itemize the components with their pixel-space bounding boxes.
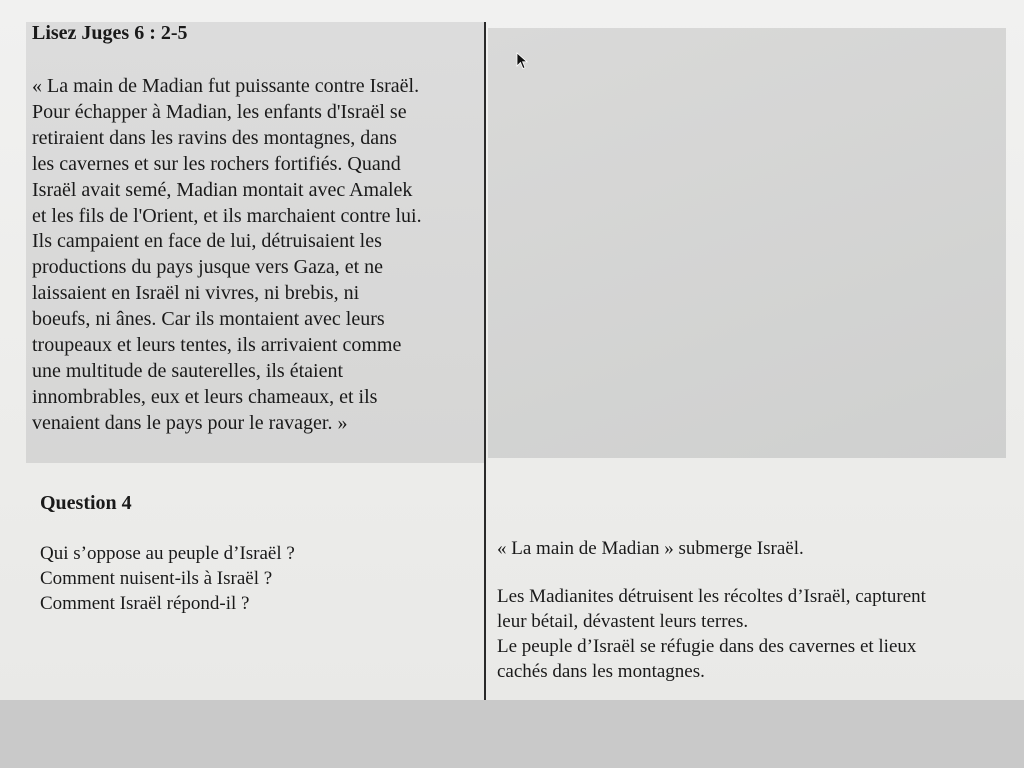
- passage-line: Pour échapper à Madian, les enfants d'Israël se: [32, 100, 407, 123]
- answer-line: cachés dans les montagnes.: [497, 661, 705, 682]
- reading-heading: Lisez Juges 6 : 2-5: [32, 22, 188, 44]
- passage-line: innombrables, eux et leurs chameaux, et ils: [32, 385, 378, 408]
- answer-line: Les Madianites détruisent les récoltes d’Israël, capturent: [497, 586, 926, 607]
- passage-line: boeufs, ni ânes. Car ils montaient avec leurs: [32, 308, 385, 331]
- passage-line: Ils campaient en face de lui, détruisaient les: [32, 230, 382, 253]
- passage-line: les cavernes et sur les rochers fortifiés. Quand: [32, 152, 401, 175]
- screen-bottom-border: [0, 700, 1024, 768]
- mouse-pointer-icon: [516, 52, 528, 70]
- question-item: Comment nuisent-ils à Israël ?: [40, 568, 273, 589]
- answer-line-1: « La main de Madian » submerge Israël.: [497, 538, 804, 559]
- passage-line: une multitude de sauterelles, ils étaient: [32, 359, 344, 382]
- answer-paragraph: [497, 584, 997, 684]
- passage-line: retiraient dans les ravins des montagnes, dans: [32, 126, 397, 149]
- passage-line: « La main de Madian fut puissante contre Israël.: [32, 75, 420, 97]
- passage-line: Israël avait semé, Madian montait avec Amalek: [32, 178, 413, 201]
- question-heading: Question 4: [40, 492, 132, 514]
- question-item: Qui s’oppose au peuple d’Israël ?: [40, 543, 295, 564]
- passage-line: troupeaux et leurs tentes, ils arrivaient comme: [32, 334, 402, 357]
- passage-line: productions du pays jusque vers Gaza, et ne: [32, 256, 384, 279]
- empty-response-cell[interactable]: [488, 28, 1006, 458]
- answer-line: leur bétail, dévastent leurs terres.: [497, 611, 749, 632]
- question-item: Comment Israël répond-il ?: [40, 593, 250, 614]
- column-divider: [484, 22, 486, 700]
- answer-line: Le peuple d’Israël se réfugie dans des cavernes et lieux: [497, 636, 917, 657]
- passage-line: laissaient en Israël ni vivres, ni brebis, ni: [32, 282, 360, 305]
- bible-passage: [32, 74, 480, 437]
- question-list: [40, 541, 295, 616]
- passage-line: et les fils de l'Orient, et ils marchaient contre lui.: [32, 204, 422, 227]
- passage-line: venaient dans le pays pour le ravager. »: [32, 411, 348, 434]
